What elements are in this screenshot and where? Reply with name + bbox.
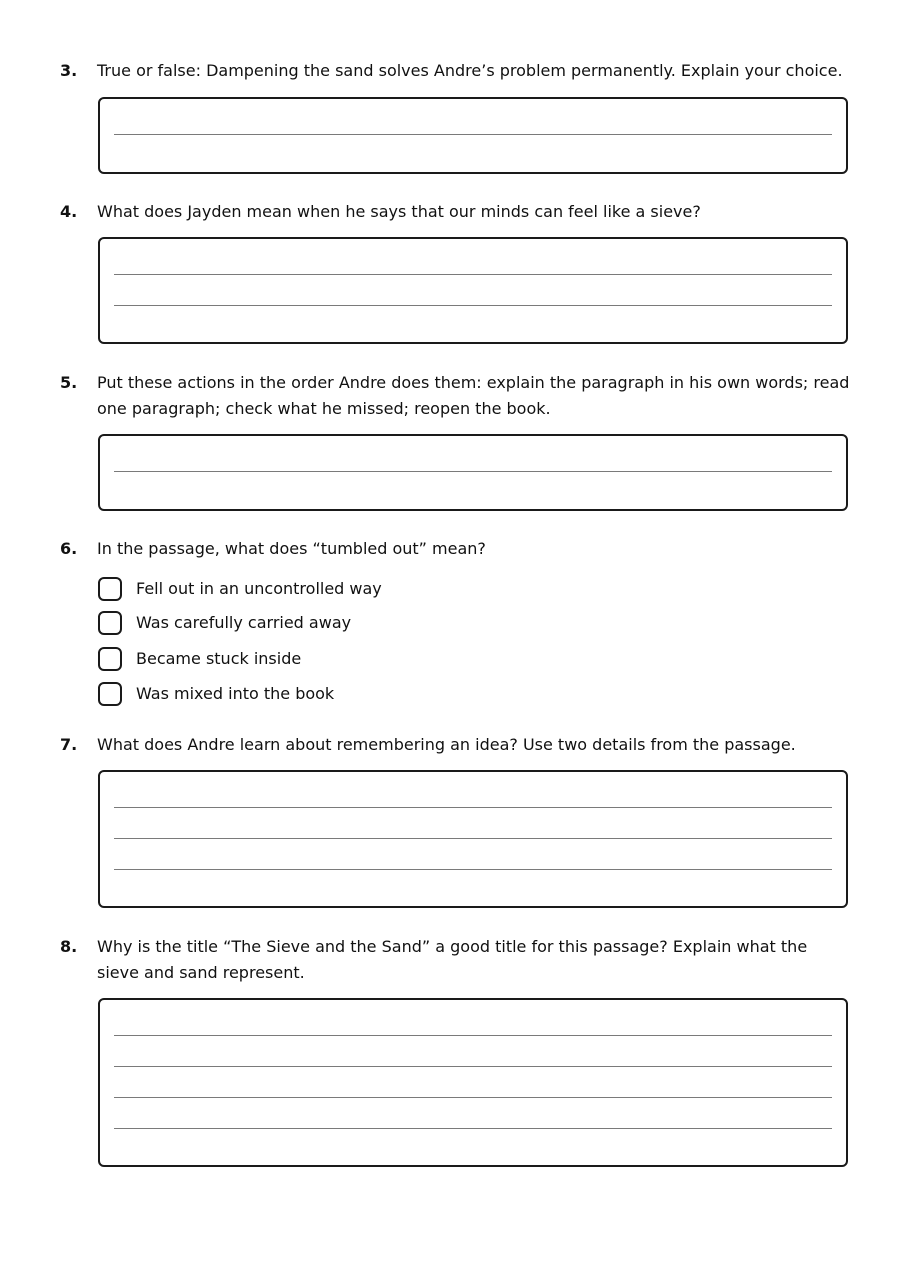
answer-box[interactable] <box>98 998 848 1167</box>
question-number: 5. <box>60 373 78 392</box>
answer-line <box>114 869 832 870</box>
answer-line <box>114 1097 832 1098</box>
option-label: Was carefully carried away <box>136 613 352 632</box>
answer-line <box>114 1128 832 1129</box>
question-number: 7. <box>60 735 78 754</box>
question-number: 3. <box>60 61 78 80</box>
answer-line <box>114 274 832 275</box>
answer-line <box>114 305 832 306</box>
question-text: What does Jayden mean when he says that our minds can feel like a sieve? <box>97 202 701 221</box>
question-text: Put these actions in the order Andre does them: explain the paragraph in his own words; read one paragraph; check what he missed; reopen the book. <box>97 373 850 418</box>
answer-box[interactable] <box>98 770 848 908</box>
answer-line <box>114 838 832 839</box>
answer-line <box>114 134 832 135</box>
option-label: Fell out in an uncontrolled way <box>136 579 382 598</box>
answer-box[interactable] <box>98 97 848 174</box>
option-label: Became stuck inside <box>136 649 302 668</box>
question-number: 6. <box>60 539 78 558</box>
question-number: 4. <box>60 202 78 221</box>
checkbox[interactable] <box>98 611 122 635</box>
question-text: True or false: Dampening the sand solves Andre’s problem permanently. Explain your choice. <box>97 61 843 80</box>
question-number: 8. <box>60 937 78 956</box>
answer-box[interactable] <box>98 237 848 344</box>
answer-line <box>114 471 832 472</box>
option-label: Was mixed into the book <box>136 684 335 703</box>
checkbox[interactable] <box>98 647 122 671</box>
checkbox[interactable] <box>98 577 122 601</box>
answer-box[interactable] <box>98 434 848 511</box>
answer-line <box>114 1035 832 1036</box>
checkbox[interactable] <box>98 682 122 706</box>
question-text: What does Andre learn about remembering an idea? Use two details from the passage. <box>97 735 796 754</box>
question-text: Why is the title “The Sieve and the Sand” a good title for this passage? Explain what the sieve and sand represent. <box>97 937 808 982</box>
answer-line <box>114 1066 832 1067</box>
question-text: In the passage, what does “tumbled out” mean? <box>97 539 486 558</box>
answer-line <box>114 807 832 808</box>
